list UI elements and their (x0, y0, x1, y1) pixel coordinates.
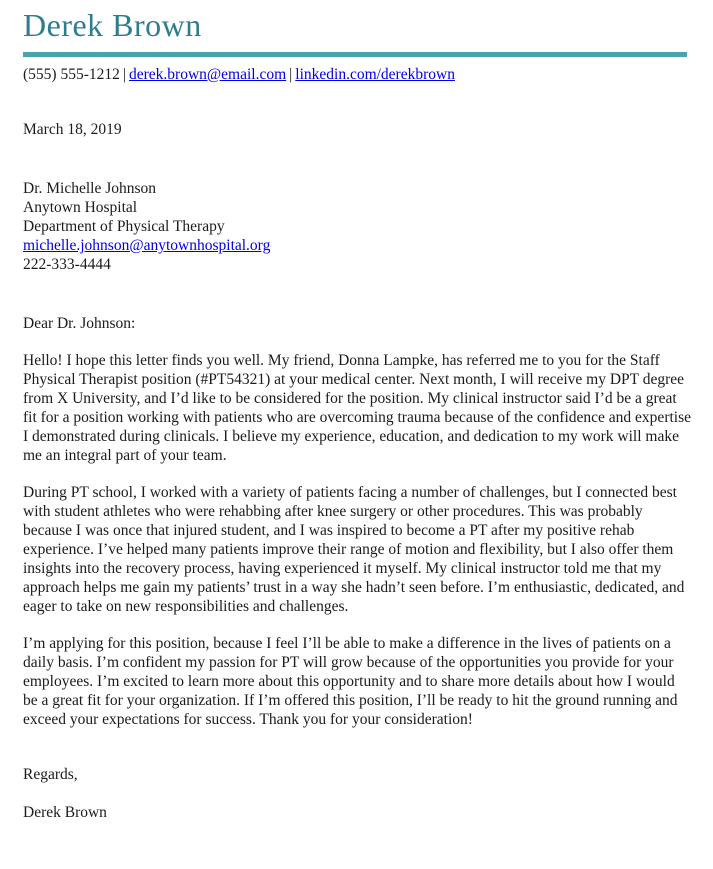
body-paragraph-1: Hello! I hope this letter finds you well. My friend, Donna Lampke, has referred me to you for the Staff Physical Therapist position (#PT54321) at your medical center. Next month, I will receive my DPT degree from X University, and I’d like to be considered for the position. My clinical instructor said I’d be a great fit for a position working with patients who are overcoming trauma because of the confidence and expertise I demonstrated during clinicals. I believe my experience, education, and dedication to my work will make me an integral part of your team. (23, 352, 691, 464)
sender-phone: (555) 555-1212 (23, 66, 120, 83)
sender-linkedin-link[interactable]: linkedin.com/derekbrown (295, 66, 455, 83)
recipient-phone: 222-333-4444 (23, 256, 111, 273)
salutation: Dear Dr. Johnson: (23, 315, 136, 332)
sender-email-link[interactable]: derek.brown@email.com (128, 66, 287, 83)
body-paragraph-2: During PT school, I worked with a variety of patients facing a number of challenges, but I connected best with student athletes who were rehabbing after knee surgery or other procedures. This was probably because I was once that injured student, and I was inspired to become a PT after my positive rehab experience. I’ve helped many patients improve their range of motion and flexibility, but I also offer them insights into the recovery process, having experienced it myself. My clinical instructor told me that my approach helps me gain my patients’ trust in a way she hadn’t seen before. I’m enthusiastic, dedicated, and eager to take on new responsibilities and challenges. (23, 484, 685, 615)
recipient-name: Dr. Michelle Johnson (23, 180, 157, 197)
contact-separator: | (122, 66, 126, 83)
recipient-email-link[interactable]: michelle.johnson@anytownhospital.org (23, 237, 271, 254)
contact-separator: | (289, 66, 293, 83)
recipient-department: Department of Physical Therapy (23, 218, 225, 235)
header-divider-rule (23, 52, 687, 57)
signature-name: Derek Brown (23, 804, 107, 821)
recipient-organization: Anytown Hospital (23, 199, 138, 216)
letter-date: March 18, 2019 (23, 121, 122, 138)
signoff: Regards, (23, 766, 78, 783)
recipient-block (23, 179, 691, 274)
body-paragraph-3: I’m applying for this position, because I feel I’ll be able to make a difference in the lives of patients on a daily basis. I’m confident my passion for PT will grow because of the opportunities you provide for your employees. I’m excited to learn more about this opportunity and to share more details about how I would be a great fit for your organization. If I’m offered this position, I’ll be ready to hit the ground running and exceed your expectations for success. Thank you for your consideration! (23, 635, 678, 728)
contact-line (23, 65, 691, 84)
page-title: Derek Brown (23, 7, 202, 43)
